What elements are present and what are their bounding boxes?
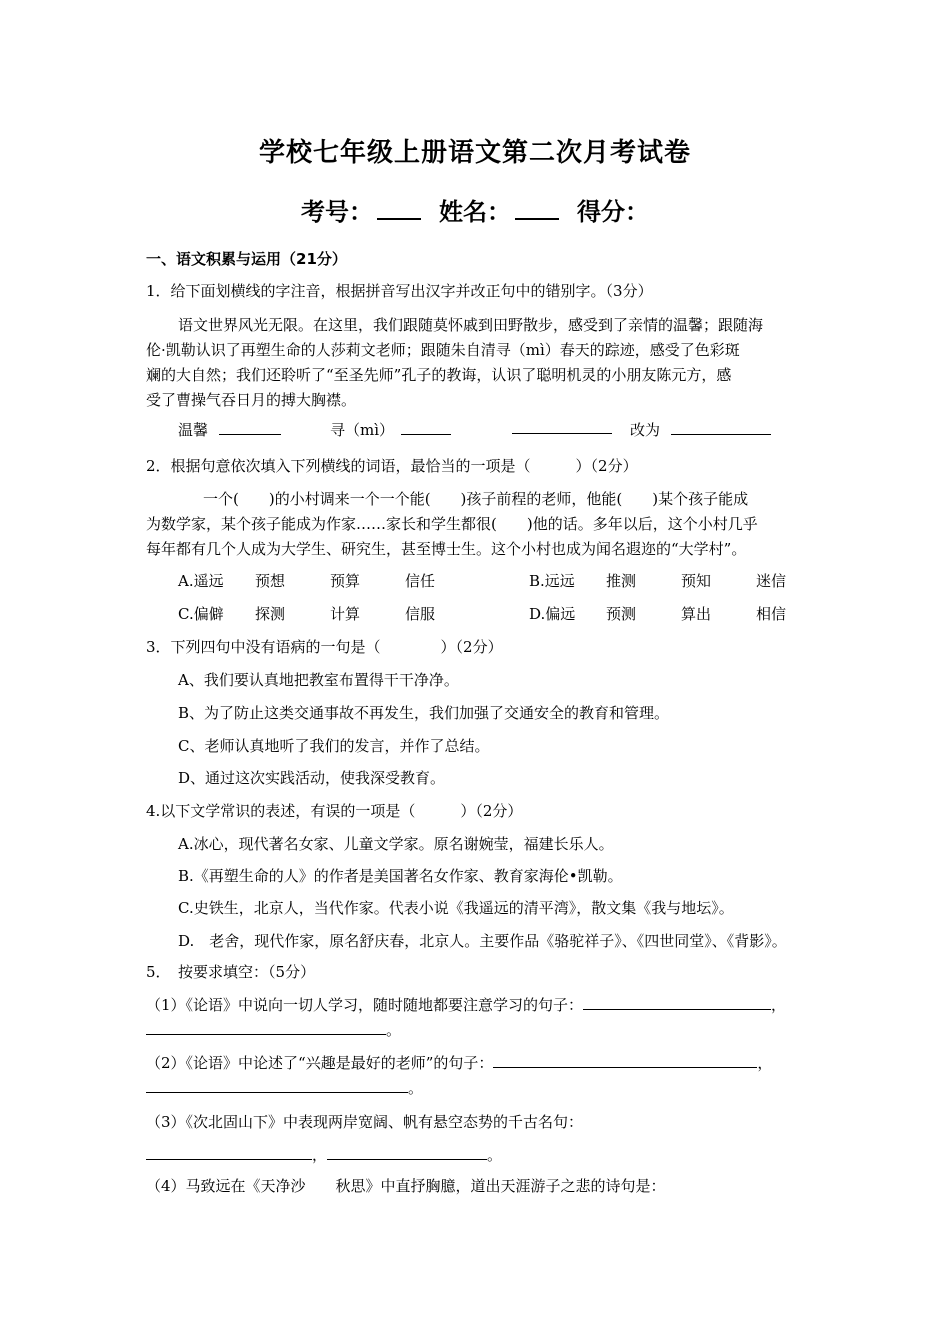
fill-blank[interactable] <box>583 995 771 1010</box>
q2-option-word: 计算 <box>330 605 361 623</box>
q2-option-word: 预知 <box>681 572 712 590</box>
q1-answer-blank[interactable] <box>512 419 612 434</box>
q3-option-b[interactable]: B、为了防止这类交通事故不再发生，我们加强了交通安全的教育和管理。 <box>178 704 670 722</box>
q1-answer-row <box>512 419 612 438</box>
q2-stem: 2．根据句意依次填入下列横线的词语，最恰当的一项是（ ）（2分） <box>146 457 638 475</box>
fill-blank[interactable] <box>146 1078 408 1093</box>
q2-option-c-letter[interactable]: C.偏僻 <box>178 605 224 623</box>
q2-option-word: 预想 <box>255 572 286 590</box>
q3-option-c[interactable]: C、老师认真地听了我们的发言，并作了总结。 <box>178 737 490 755</box>
q2-option-word: 算出 <box>681 605 712 623</box>
fill-blank[interactable] <box>493 1053 757 1068</box>
q4-option-d[interactable]: D. 老舍，现代作家，原名舒庆春，北京人。主要作品《骆驼祥子》、《四世同堂》、《背影》。 <box>178 932 787 950</box>
q2-option-word: 探测 <box>255 605 286 623</box>
q2-option-word: 推测 <box>606 572 637 590</box>
q2-option-word: 预算 <box>330 572 361 590</box>
page-title: 学校七年级上册语文第二次月考试卷 <box>258 138 691 168</box>
q1-answer-row <box>630 419 771 440</box>
q1-answer-label: 温馨 <box>178 421 209 439</box>
q2-option-word: 信服 <box>405 605 436 623</box>
q4-option-c[interactable]: C.史铁生，北京人，当代作家。代表小说《我遥远的清平湾》，散文集《我与地坛》。 <box>178 899 734 917</box>
q3-option-a[interactable]: A、我们要认真地把教室布置得干干净净。 <box>178 671 459 689</box>
q1-paragraph-line: 语文世界风光无限。在这里，我们跟随莫怀戚到田野散步，感受到了亲情的温馨；跟随海 <box>178 316 764 334</box>
q2-option-word: 相信 <box>756 605 787 623</box>
q2-option-b-letter[interactable]: B.远远 <box>529 572 575 590</box>
punct: 。 <box>386 1021 402 1039</box>
fill-blank[interactable] <box>146 1020 386 1035</box>
header-info <box>0 192 950 227</box>
q5-item-text: （1）《论语》中说向一切人学习，随时随地都要注意学习的句子： <box>146 996 584 1014</box>
q4-option-b[interactable]: B.《再塑生命的人》的作者是美国著名女作家、教育家海伦•凯勒。 <box>178 867 623 885</box>
section-heading: 一、语文积累与运用（21分） <box>146 250 347 268</box>
q2-option-word: 信任 <box>405 572 436 590</box>
q5-item-3: （3）《次北固山下》中表现两岸宽阔、帆有悬空态势的千古名句： <box>146 1113 584 1131</box>
q5-item-1 <box>146 994 786 1015</box>
q2-paragraph-line: 一个( )的小村调来一个一个能( )孩子前程的老师，他能( )某个孩子能成 <box>203 490 749 508</box>
q1-stem: 1．给下面划横线的字注音，根据拼音写出汉字并改正句中的错别字。（3分） <box>146 282 653 300</box>
q2-option-word: 预测 <box>606 605 637 623</box>
q5-stem: 5． 按要求填空：（5分） <box>146 963 316 981</box>
q4-option-a[interactable]: A.冰心，现代著名女家、儿童文学家。原名谢婉莹，福建长乐人。 <box>178 835 614 853</box>
q1-answer-row <box>178 419 281 440</box>
q1-paragraph-line: 斓的大自然；我们还聆听了“至圣先师”孔子的教诲，认识了聪明机灵的小朋友陈元方，感 <box>146 366 732 384</box>
q5-item-4: （4）马致远在《天净沙 秋思》中直抒胸臆，道出天涯游子之悲的诗句是： <box>146 1177 666 1195</box>
q1-answer-blank[interactable] <box>401 420 451 435</box>
punct: ， <box>757 1054 773 1072</box>
q5-item-text: （2）《论语》中论述了“兴趣是最好的老师”的句子： <box>146 1054 494 1072</box>
q1-answer-blank[interactable] <box>219 420 281 435</box>
q1-answer-row <box>330 419 451 440</box>
fill-blank[interactable] <box>146 1145 312 1160</box>
exam-number-label: 考号： <box>301 198 373 226</box>
fill-blank[interactable] <box>327 1145 487 1160</box>
q2-option-a-letter[interactable]: A.遥远 <box>178 572 224 590</box>
punct: ， <box>312 1146 328 1164</box>
q5-item-1-cont <box>146 1019 401 1040</box>
name-blank[interactable] <box>515 196 559 220</box>
punct: ， <box>771 996 787 1014</box>
exam-number-blank[interactable] <box>377 196 421 220</box>
q2-option-word: 迷信 <box>756 572 787 590</box>
q1-answer-label: 寻（mì） <box>330 421 395 439</box>
q1-paragraph-line: 受了曹操气吞日月的搏大胸襟。 <box>146 391 357 409</box>
q3-option-d[interactable]: D、通过这次实践活动，使我深受教育。 <box>178 769 446 787</box>
q2-paragraph-line: 为数学家，某个孩子能成为作家……家长和学生都很( )他的话。多年以后，这个小村几乎 <box>146 515 758 533</box>
q5-item-2 <box>146 1052 772 1073</box>
name-label: 姓名： <box>439 198 511 226</box>
q3-stem: 3．下列四句中没有语病的一句是（ ）（2分） <box>146 638 503 656</box>
q2-option-d-letter[interactable]: D.偏远 <box>529 605 576 623</box>
q5-item-3-cont <box>146 1144 502 1165</box>
q5-item-2-cont <box>146 1077 423 1098</box>
punct: 。 <box>487 1146 503 1164</box>
score-label: 得分： <box>577 198 649 226</box>
q1-answer-blank[interactable] <box>671 420 771 435</box>
q4-stem: 4.以下文学常识的表述，有误的一项是（ ）（2分） <box>146 802 523 820</box>
q1-answer-label: 改为 <box>630 421 661 439</box>
q2-paragraph-line: 每年都有几个人成为大学生、研究生，甚至博士生。这个小村也成为闻名遐迩的“大学村”。 <box>146 540 747 558</box>
q1-paragraph-line: 伦·凯勒认识了再塑生命的人莎莉文老师；跟随朱自清寻（mì）春天的踪迹，感受了色彩斑 <box>146 341 740 359</box>
punct: 。 <box>408 1079 424 1097</box>
